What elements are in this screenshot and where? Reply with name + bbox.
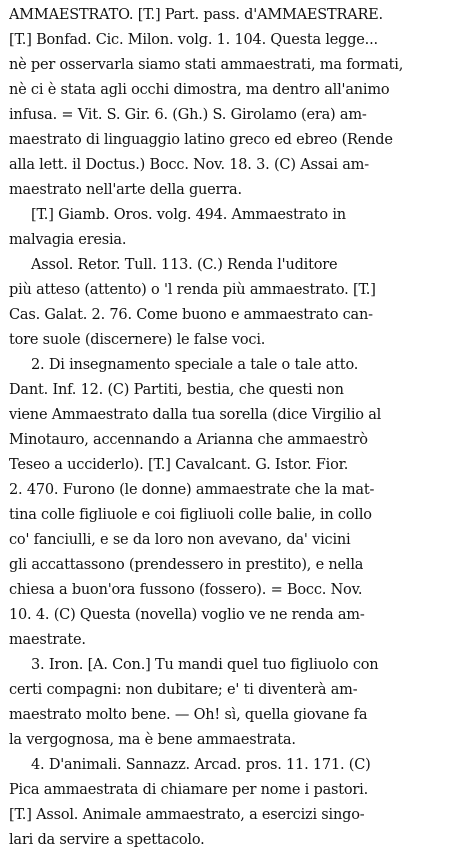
entry-line: maestrato nell'arte della guerra. — [9, 182, 242, 198]
entry-line: gli accattassono (prendessero in prestito), e nella — [9, 557, 364, 573]
entry-line: Cas. Galat. 2. 76. Come buono e ammaestrato can- — [9, 307, 373, 323]
entry-line: lari da servire a spettacolo. — [9, 832, 205, 848]
entry-line: Assol. Retor. Tull. 113. (C.) Renda l'uditore — [31, 257, 338, 273]
entry-line: maestrato di linguaggio latino greco ed ebreo (Rende — [9, 132, 393, 148]
entry-line: nè per osservarla siamo stati ammaestrati, ma formati, — [9, 57, 404, 73]
entry-line: 4. D'animali. Sannazz. Arcad. pros. 11. 171. (C) — [31, 757, 371, 773]
entry-line: più atteso (attento) o 'l renda più ammaestrato. [T.] — [9, 282, 376, 298]
entry-line: certi compagni: non dubitare; e' ti diventerà am- — [9, 682, 358, 698]
entry-line: maestrate. — [9, 632, 86, 648]
entry-line: alla lett. il Doctus.) Bocc. Nov. 18. 3. (C) Assai am- — [9, 157, 369, 173]
entry-line: chiesa a buon'ora fussono (fossero). = Bocc. Nov. — [9, 582, 363, 598]
entry-line: infusa. = Vit. S. Gir. 6. (Gh.) S. Girolamo (era) am- — [9, 107, 367, 123]
entry-line: 2. Di insegnamento speciale a tale o tale atto. — [31, 357, 359, 373]
entry-line: [T.] Giamb. Oros. volg. 494. Ammaestrato in — [31, 207, 346, 223]
entry-line: nè ci è stata agli occhi dimostra, ma dentro all'animo — [9, 82, 390, 98]
entry-line: Pica ammaestrata di chiamare per nome i pastori. — [9, 782, 369, 798]
entry-line: tore suole (discernere) le false voci. — [9, 332, 266, 348]
entry-line: tina colle figliuole e coi figliuoli colle balie, in collo — [9, 507, 372, 523]
entry-line: Teseo a ucciderlo). [T.] Cavalcant. G. Istor. Fior. — [9, 457, 349, 473]
entry-line: viene Ammaestrato dalla tua sorella (dice Virgilio al — [9, 407, 382, 423]
entry-line: 2. 470. Furono (le donne) ammaestrate che la mat- — [9, 482, 375, 498]
entry-line: [T.] Assol. Animale ammaestrato, a esercizi singo- — [9, 807, 365, 823]
entry-line: AMMAESTRATO. [T.] Part. pass. d'AMMAESTRARE. — [9, 7, 383, 23]
entry-line: co' fanciulli, e se da loro non avevano, da' vicini — [9, 532, 351, 548]
entry-line: Minotauro, accennando a Arianna che ammaestrò — [9, 432, 368, 448]
entry-line: maestrato molto bene. — Oh! sì, quella giovane fa — [9, 707, 368, 723]
entry-line: 10. 4. (C) Questa (novella) voglio ve ne renda am- — [9, 607, 365, 623]
entry-line: 3. Iron. [A. Con.] Tu mandi quel tuo figliuolo con — [31, 657, 379, 673]
entry-line: [T.] Bonfad. Cic. Milon. volg. 1. 104. Questa legge... — [9, 32, 378, 48]
entry-line: Dant. Inf. 12. (C) Partiti, bestia, che questi non — [9, 382, 344, 398]
entry-line: la vergognosa, ma è bene ammaestrata. — [9, 732, 296, 748]
entry-line: malvagia eresia. — [9, 232, 127, 248]
